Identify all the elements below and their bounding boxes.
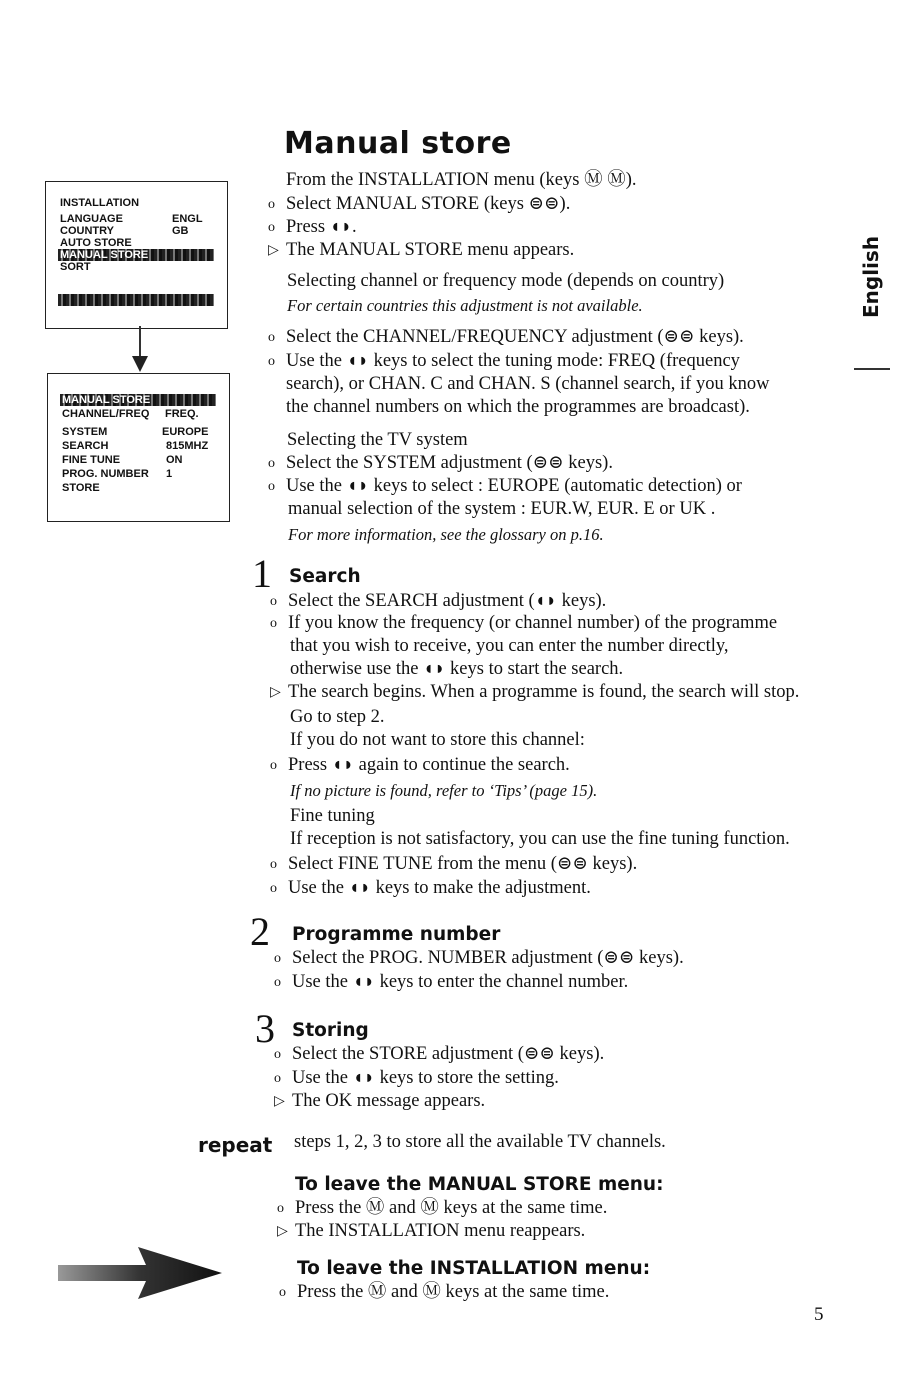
step-number: 1 [252, 551, 272, 596]
list-item-continued: manual selection of the system : EUR.W, EUR. E or UK . [288, 499, 716, 519]
tab-divider [854, 368, 890, 370]
result-continued: If you do not want to store this channel: [290, 730, 585, 750]
intro-text: From the INSTALLATION menu (keys Ⓜ Ⓜ). [286, 170, 637, 190]
step-heading: Programme number [292, 924, 501, 945]
note-text: For more information, see the glossary on p.16. [288, 525, 604, 544]
body-text: If reception is not satisfactory, you can use the fine tuning function. [290, 829, 790, 849]
page-title: Manual store [284, 126, 512, 161]
menu-row: SYSTEM EUROPE [62, 426, 209, 438]
section-heading: To leave the MANUAL STORE menu: [295, 1174, 664, 1195]
step-heading: Search [289, 566, 361, 587]
installation-menu-illustration [45, 181, 228, 329]
menu-row: MANUAL STORE [60, 249, 149, 261]
menu-footer-bar [58, 294, 214, 306]
menu-title: MANUAL STORE [62, 394, 151, 406]
menu-title: INSTALLATION [60, 197, 140, 209]
step-number: 2 [250, 909, 270, 954]
section-heading: Selecting the TV system [287, 430, 468, 450]
step-heading: Storing [292, 1020, 369, 1041]
section-heading: Fine tuning [290, 806, 375, 826]
menu-row: LANGUAGE ENGL [60, 213, 203, 225]
manual-store-menu-illustration [47, 373, 230, 522]
section-heading: To leave the INSTALLATION menu: [297, 1258, 651, 1279]
menu-row: COUNTRY GB [60, 225, 189, 237]
menu-row: STORE [62, 482, 100, 494]
arrow-down-icon [125, 326, 155, 374]
menu-row: CHANNEL/FREQ FREQ. [62, 408, 199, 420]
note-text: For certain countries this adjustment is not available. [287, 296, 643, 315]
step-number: 3 [255, 1006, 275, 1051]
section-heading: Selecting channel or frequency mode (depends on country) [287, 271, 725, 291]
note-text: If no picture is found, refer to ‘Tips’ (page 15). [290, 781, 598, 800]
list-item-continued: otherwise use the ◖◗ keys to start the search. [290, 659, 624, 679]
page-number: 5 [814, 1304, 824, 1325]
list-item-continued: search), or CHAN. C and CHAN. S (channel search, if you know [286, 374, 770, 394]
menu-row: SORT [60, 261, 91, 273]
language-tab: English [859, 235, 883, 318]
list-item-continued: the channel numbers on which the programmes are broadcast). [286, 397, 750, 417]
list-item-continued: that you wish to receive, you can enter the number directly, [290, 636, 729, 656]
menu-row: SEARCH 815MHZ [62, 440, 209, 452]
repeat-label: repeat [198, 1133, 273, 1157]
arrow-right-icon [58, 1245, 223, 1303]
menu-row: PROG. NUMBER 1 [62, 468, 173, 480]
menu-row: AUTO STORE [60, 237, 132, 249]
menu-row: FINE TUNE ON [62, 454, 183, 466]
repeat-text: steps 1, 2, 3 to store all the available TV channels. [294, 1132, 666, 1152]
result-continued: Go to step 2. [290, 707, 385, 727]
